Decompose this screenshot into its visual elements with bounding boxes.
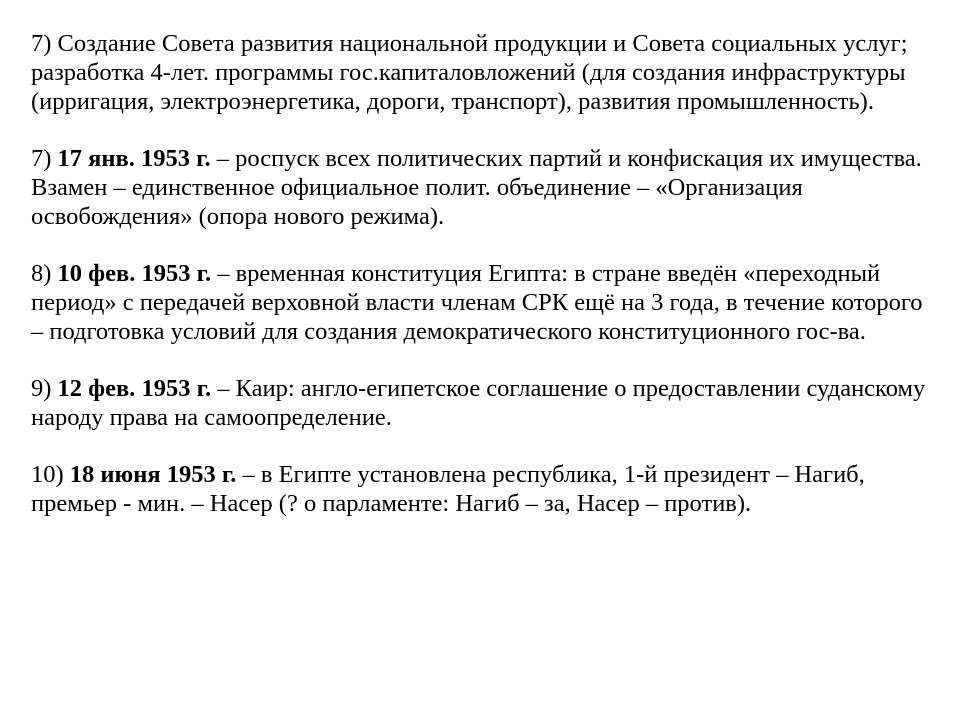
paragraph-text: – в Египте установлена республика, 1-й президент – Нагиб, премьер - мин. – Насер (? о парламенте: Нагиб – за, Насер – против). (31, 461, 865, 517)
paragraph-item-5 (31, 460, 936, 518)
paragraph-number: 7) (31, 30, 52, 57)
paragraph-item-1 (31, 29, 936, 116)
slide-content (31, 29, 936, 518)
paragraph-number: 8) (31, 260, 52, 287)
paragraph-number: 7) (31, 145, 52, 172)
paragraph-date: 18 июня 1953 г. (69, 461, 237, 488)
paragraph-date: 12 фев. 1953 г. (57, 375, 212, 402)
paragraph-text: – временная конституция Египта: в стране введён «переходный период» с передачей верховной власти членам СРК ещё на 3 года, в течение которого – подготовка условий для создания демократического конституционного гос-ва. (31, 260, 923, 345)
paragraph-text: Создание Совета развития национальной продукции и Совета социальных услуг; разработка 4-лет. программы гос.капиталовложений (для создания инфраструктуры (ирригация, электроэнергетика, дороги, транспорт), развития промышленность). (31, 30, 908, 115)
paragraph-item-3 (31, 259, 936, 346)
paragraph-item-4 (31, 374, 936, 432)
paragraph-date: 10 фев. 1953 г. (57, 260, 212, 287)
paragraph-item-2 (31, 144, 936, 231)
paragraph-number: 9) (31, 375, 52, 402)
paragraph-date: 17 янв. 1953 г. (57, 145, 211, 172)
paragraph-text: – роспуск всех политических партий и конфискация их имущества. Взамен – единственное официальное полит. объединение – «Организация освобождения» (опора нового режима). (31, 145, 922, 230)
paragraph-number: 10) (31, 461, 64, 488)
paragraph-text: – Каир: англо-египетское соглашение о предоставлении суданскому народу права на самоопределение. (31, 375, 926, 431)
